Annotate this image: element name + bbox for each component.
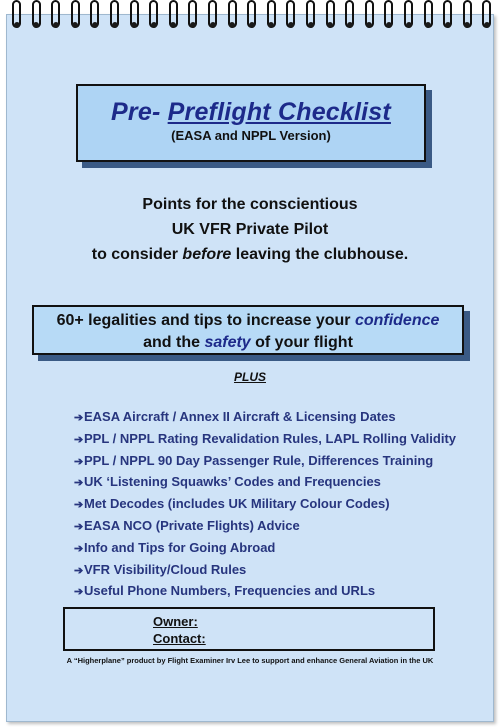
arrow-icon: ➔ xyxy=(74,520,84,533)
arrow-icon: ➔ xyxy=(74,499,84,512)
contact-label: Contact: xyxy=(153,631,206,646)
intro-line3-em: before xyxy=(182,246,232,263)
binding-hole xyxy=(445,22,451,28)
binding-hole xyxy=(288,22,294,28)
list-item xyxy=(74,515,456,537)
list-item xyxy=(74,537,456,559)
intro-line3-pre: to consider xyxy=(91,246,183,263)
binding-hole xyxy=(14,22,20,28)
tips-line2-pre: and the xyxy=(143,334,205,351)
list-item-text: Met Decodes (includes UK Military Colour Codes) xyxy=(84,496,390,512)
binding-hole xyxy=(210,22,216,28)
binding-hole xyxy=(386,22,392,28)
intro-text xyxy=(40,192,460,267)
list-item xyxy=(74,493,456,515)
feature-list xyxy=(74,406,456,602)
tips-line2-post: of your flight xyxy=(250,334,353,351)
arrow-icon: ➔ xyxy=(74,455,84,468)
owner-label: Owner: xyxy=(153,614,198,629)
list-item-text: EASA NCO (Private Flights) Advice xyxy=(84,517,300,533)
list-item xyxy=(74,471,456,493)
list-item-text: Info and Tips for Going Abroad xyxy=(84,539,276,555)
list-item-text: VFR Visibility/Cloud Rules xyxy=(84,561,247,577)
page-title xyxy=(78,98,424,126)
tips-box xyxy=(32,305,464,355)
list-item-text: Useful Phone Numbers, Frequencies and URLs xyxy=(84,583,376,599)
list-item-text: UK ‘Listening Squawks’ Codes and Frequencies xyxy=(84,474,381,490)
intro-line1: Points for the conscientious xyxy=(142,196,358,213)
tips-line1 xyxy=(34,310,462,332)
binding-hole xyxy=(151,22,157,28)
spiral-binding xyxy=(0,0,500,34)
tips-line1-pre: 60+ legalities and tips to increase your xyxy=(56,312,355,329)
arrow-icon: ➔ xyxy=(74,586,84,599)
footer-credit: A “Higherplane” product by Flight Examiner Irv Lee to support and enhance General Aviation in the UK xyxy=(66,656,434,665)
arrow-icon: ➔ xyxy=(74,412,84,424)
arrow-icon: ➔ xyxy=(74,564,84,577)
binding-hole xyxy=(249,22,255,28)
title-part2: Preflight Checklist xyxy=(167,98,391,126)
arrow-icon: ➔ xyxy=(74,433,84,446)
plus-heading: PLUS xyxy=(233,370,266,384)
intro-line3 xyxy=(40,242,460,267)
list-item xyxy=(74,406,456,428)
list-item xyxy=(74,580,456,602)
tips-line2-em: safety xyxy=(204,334,251,351)
binding-hole xyxy=(484,22,490,28)
binding-hole xyxy=(308,22,314,28)
tips-line2 xyxy=(34,332,462,354)
binding-hole xyxy=(92,22,98,28)
list-item-text: PPL / NPPL 90 Day Passenger Rule, Differences Training xyxy=(84,452,434,468)
arrow-icon: ➔ xyxy=(74,542,84,555)
intro-line2: UK VFR Private Pilot xyxy=(171,221,329,238)
list-item xyxy=(74,428,456,450)
owner-box[interactable] xyxy=(63,607,435,651)
intro-line3-post: leaving the clubhouse. xyxy=(231,246,409,263)
binding-hole xyxy=(53,22,59,28)
binding-hole xyxy=(112,22,118,28)
list-item xyxy=(74,450,456,472)
list-item xyxy=(74,559,456,581)
page-subtitle: (EASA and NPPL Version) xyxy=(171,128,331,143)
binding-hole xyxy=(347,22,353,28)
list-item-text: EASA Aircraft / Annex II Aircraft & Licensing Dates xyxy=(84,409,396,424)
arrow-icon: ➔ xyxy=(74,477,84,490)
title-box xyxy=(76,84,426,162)
title-part1: Pre- xyxy=(111,98,161,126)
tips-line1-em: confidence xyxy=(354,312,440,329)
binding-hole xyxy=(190,22,196,28)
list-item-text: PPL / NPPL Rating Revalidation Rules, LAPL Rolling Validity xyxy=(84,430,457,446)
binding-hole xyxy=(406,22,412,28)
